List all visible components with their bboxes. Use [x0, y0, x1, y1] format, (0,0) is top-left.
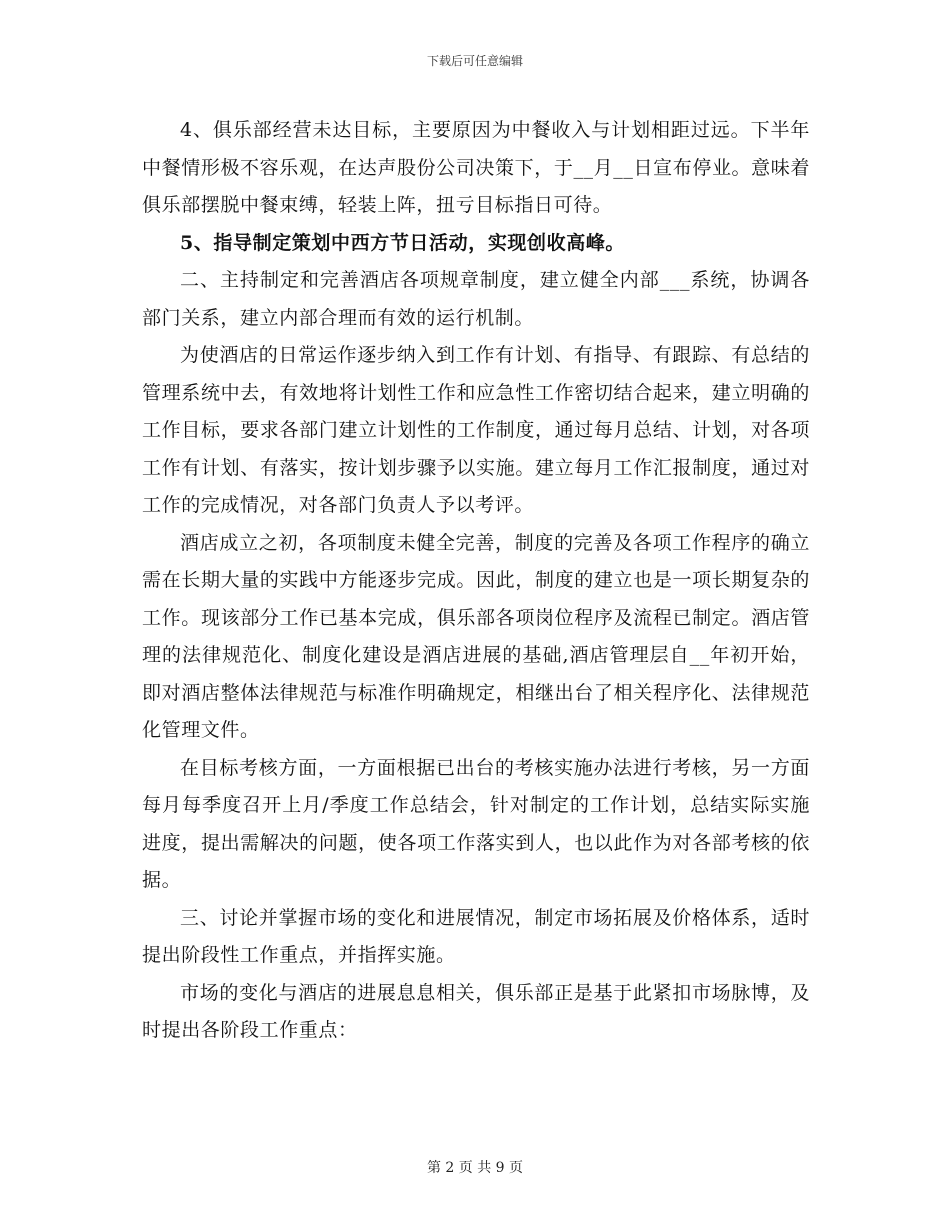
- document-body: [142, 112, 810, 1050]
- page-footer: 第 2 页 共 9 页: [426, 1160, 524, 1176]
- paragraph-1: 4、俱乐部经营未达目标，主要原因为中餐收入与计划相距过远。下半年中餐情形极不容乐观，在达声股份公司决策下，于__月__日宣布停业。意味着俱乐部摆脱中餐束缚，轻装上阵，扭亏目标指日可待。: [142, 119, 810, 216]
- paragraph-2-heading: 5、指导制定策划中西方节日活动，实现创收高峰。: [180, 231, 626, 254]
- paragraph-5: 酒店成立之初，各项制度未健全完善，制度的完善及各项工作程序的确立需在长期大量的实践中方能逐步完成。因此，制度的建立也是一项长期复杂的工作。现该部分工作已基本完成，俱乐部各项岗位程序及流程已制定。酒店管理的法律规范化、制度化建设是酒店进展的基础,酒店管理层自__年初开始，即对酒店整体法律规范与标准作明确规定，相继出台了相关程序化、法律规范化管理文件。: [142, 531, 810, 741]
- paragraph-3: 二、主持制定和完善酒店各项规章制度，建立健全内部___系统，协调各部门关系，建立内部合理而有效的运行机制。: [142, 269, 810, 329]
- paragraph-7: 三、讨论并掌握市场的变化和进展情况，制定市场拓展及价格体系，适时提出阶段性工作重点，并指挥实施。: [142, 906, 810, 966]
- paragraph-8: 市场的变化与酒店的进展息息相关，俱乐部正是基于此紧扣市场脉博，及时提出各阶段工作重点：: [142, 981, 810, 1041]
- paragraph-6: 在目标考核方面，一方面根据已出台的考核实施办法进行考核，另一方面每月每季度召开上月/季度工作总结会，针对制定的工作计划，总结实际实施进度，提出需解决的问题，使各项工作落实到人，也以此作为对各部考核的依据。: [142, 756, 810, 891]
- page-header: 下载后可任意编辑: [426, 54, 523, 68]
- paragraph-4: 为使酒店的日常运作逐步纳入到工作有计划、有指导、有跟踪、有总结的管理系统中去，有效地将计划性工作和应急性工作密切结合起来，建立明确的工作目标，要求各部门建立计划性的工作制度，通过每月总结、计划，对各项工作有计划、有落实，按计划步骤予以实施。建立每月工作汇报制度，通过对工作的完成情况，对各部门负责人予以考评。: [142, 344, 810, 516]
